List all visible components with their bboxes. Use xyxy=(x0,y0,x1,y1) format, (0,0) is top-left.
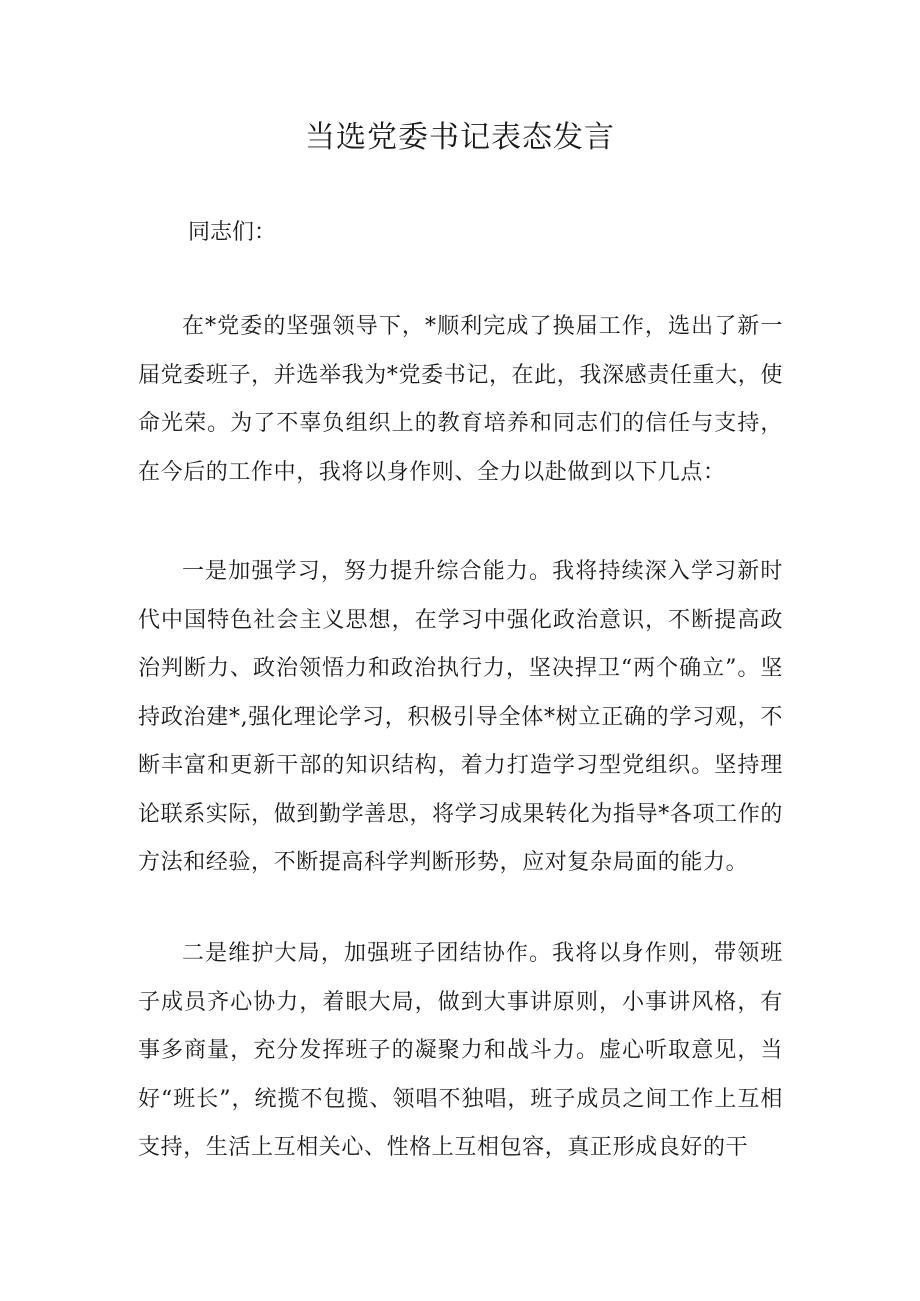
paragraph-intro: 在*党委的坚强领导下，*顺利完成了换届工作，选出了新一届党委班子，并选举我为*党委书记，在此，我深感责任重大，使命光荣。为了不辜负组织上的教育培养和同志们的信任与支持，在今后的工作中，我将以身作则、全力以赴做到以下几点： xyxy=(138,314,783,485)
paragraph-point-one: 一是加强学习，努力提升综合能力。我将持续深入学习新时代中国特色社会主义思想，在学习中强化政治意识，不断提高政治判断力、政治领悟力和政治执行力，坚决捍卫“两个确立”。坚持政治建*,强化理论学习，积极引导全体*树立正确的学习观，不断丰富和更新干部的知识结构，着力打造学习型党组织。坚持理论联系实际，做到勤学善思，将学习成果转化为指导*各项工作的方法和经验，不断提高科学判断形势，应对复杂局面的能力。 xyxy=(138,559,783,875)
greeting: 同志们： xyxy=(188,220,277,245)
document-title: 当选党委书记表态发言 xyxy=(305,120,615,155)
paragraph-point-two: 二是维护大局，加强班子团结协作。我将以身作则，带领班子成员齐心协力，着眼大局，做到大事讲原则，小事讲风格，有事多商量，充分发挥班子的凝聚力和战斗力。虚心听取意见，当好“班长”，统揽不包揽、领唱不独唱，班子成员之间工作上互相支持，生活上互相关心、性格上互相包容，真正形成良好的干 xyxy=(138,941,783,1160)
